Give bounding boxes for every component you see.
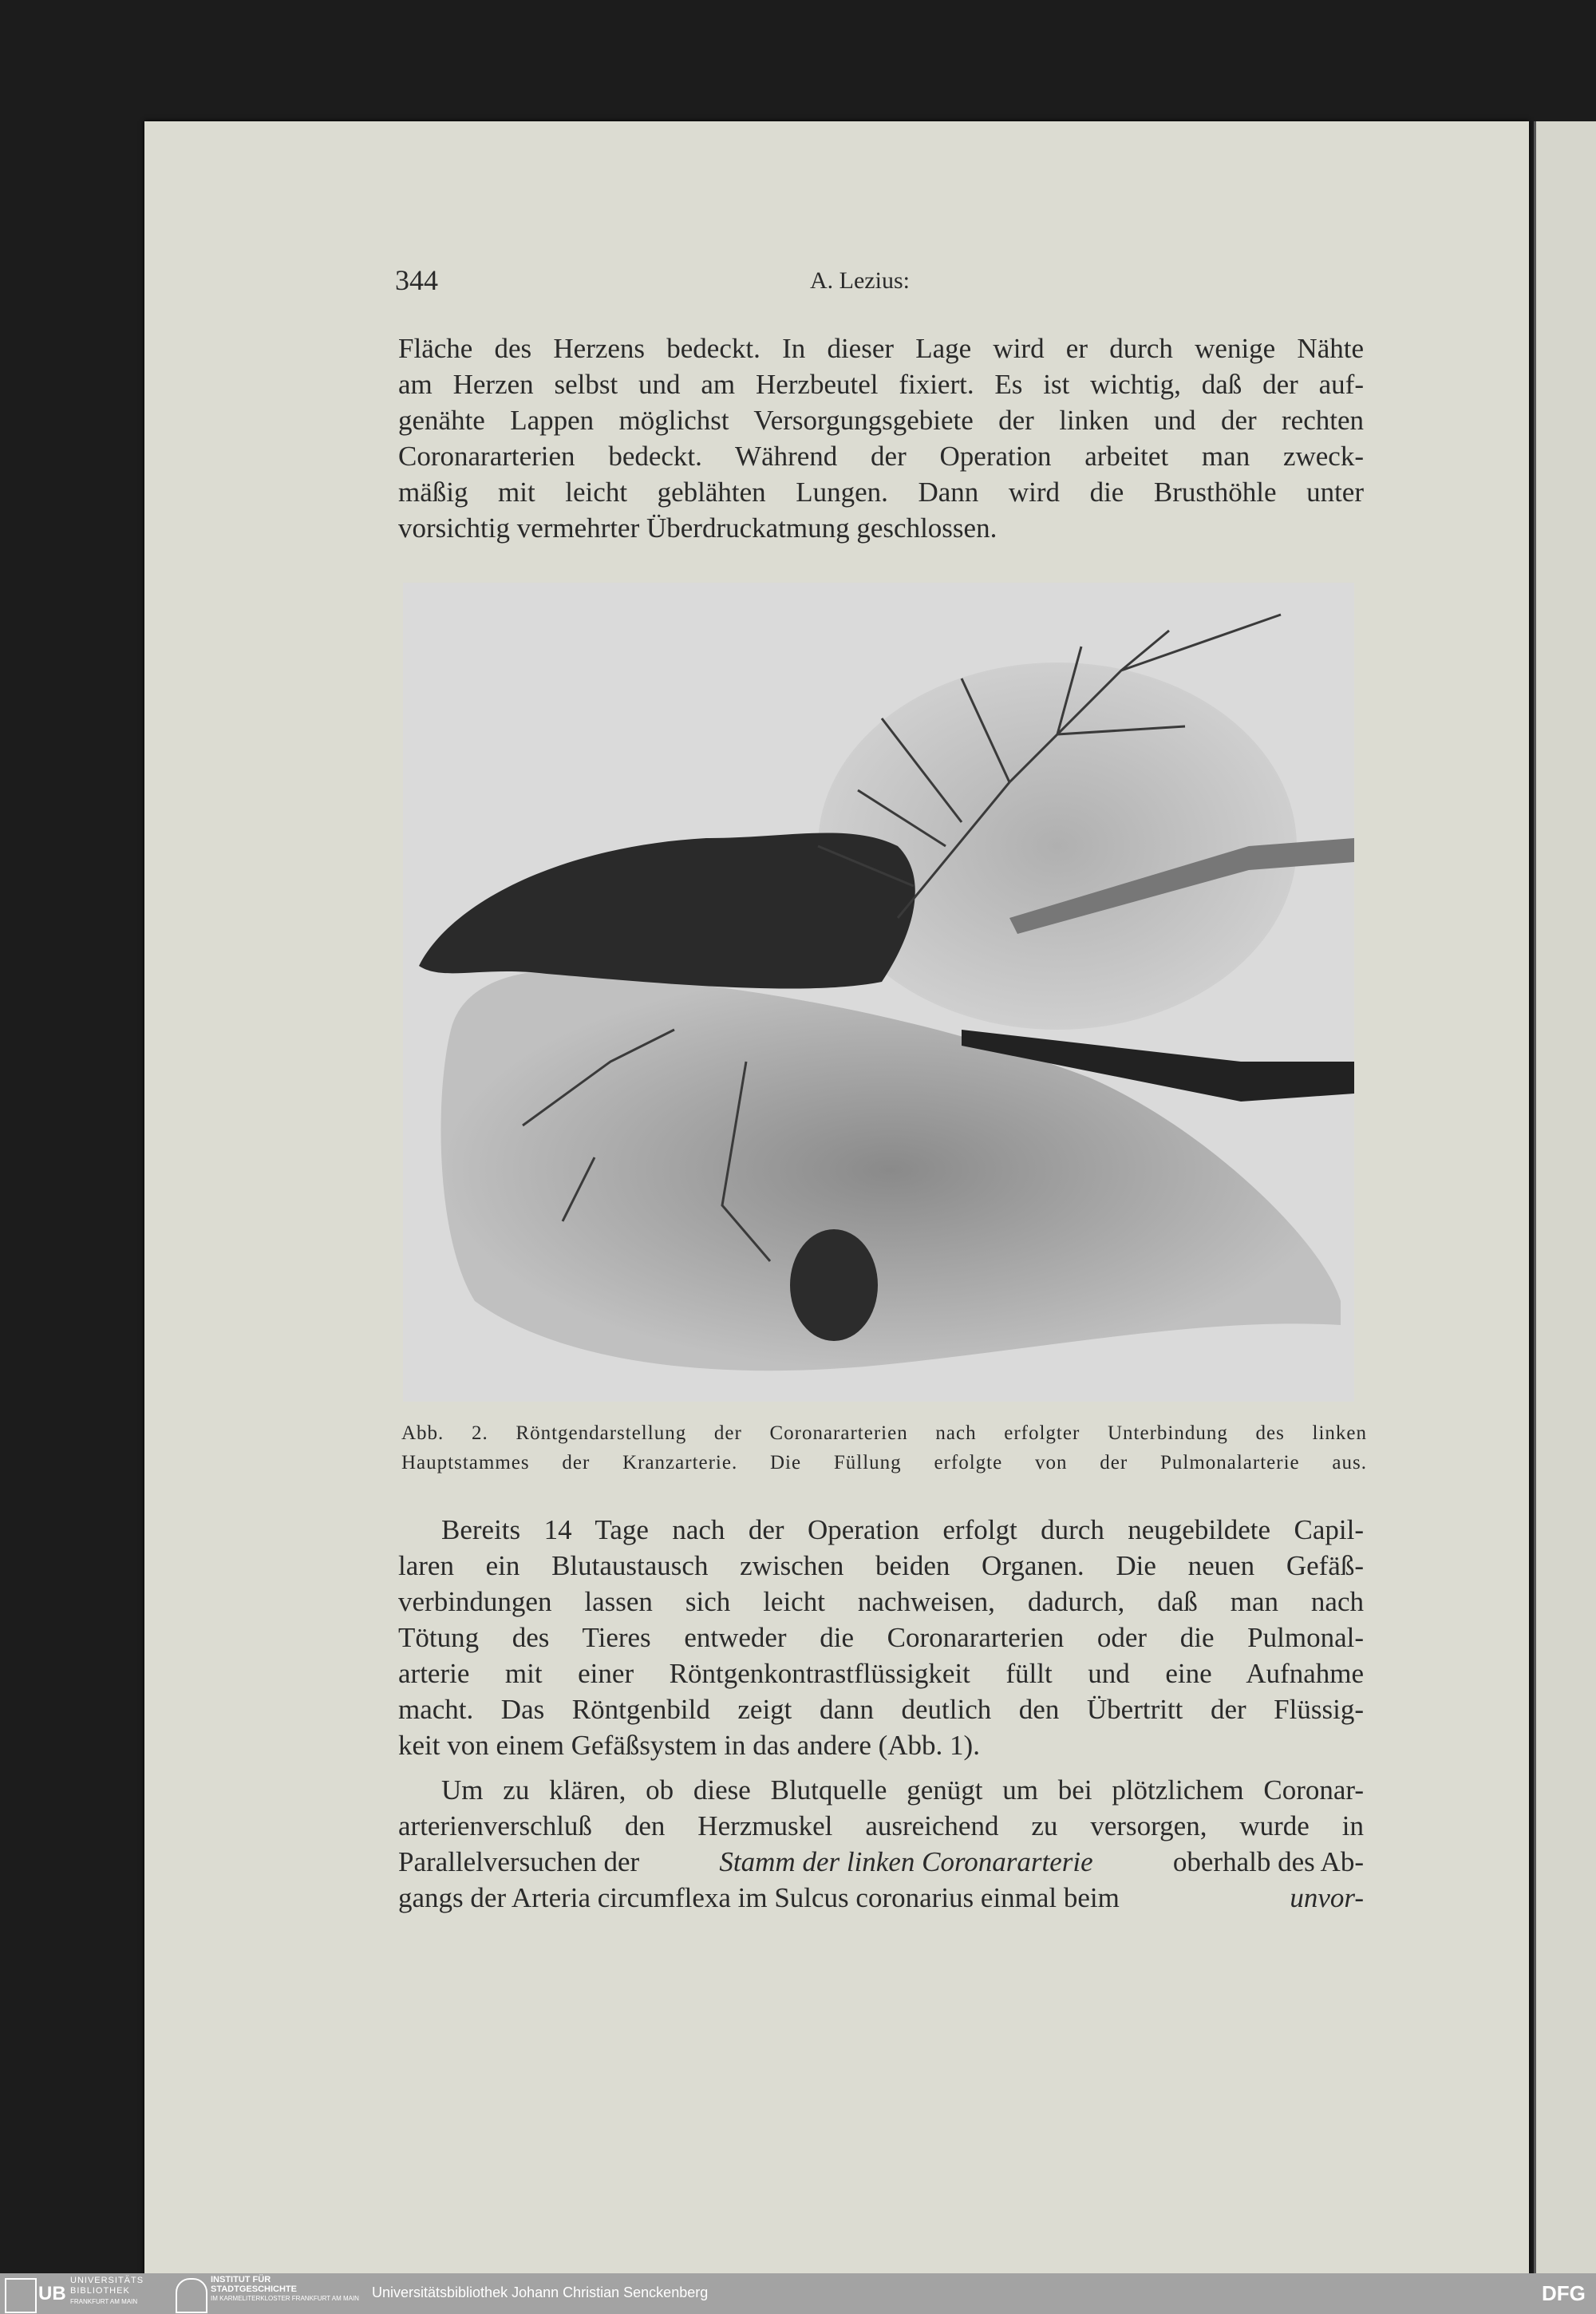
text-line: keit von einem Gefäßsystem in das andere (Abb. 1). <box>398 1730 980 1761</box>
text-line: verbindungen lassen sich leicht nachweisen, dadurch, daß man nach <box>398 1586 1364 1617</box>
dfg-logo: DFG <box>1542 2281 1586 2305</box>
text-line: Tötung des Tieres entweder die Coronararterien oder die Pulmonal- <box>398 1622 1364 1653</box>
text-line: arterie mit einer Röntgenkontrastflüssigkeit füllt und eine Aufnahme <box>398 1658 1364 1689</box>
ub-logo-sub: FRANKFURT AM MAIN <box>70 2298 138 2305</box>
text-line: genähte Lappen möglichst Versorgungsgebiete der linken und der rechten <box>398 405 1364 436</box>
text-line: vorsichtig vermehrter Überdruckatmung geschlossen. <box>398 512 998 544</box>
ub-logo-block <box>70 2276 160 2306</box>
isg-logo-block <box>211 2275 362 2302</box>
xray-figure <box>403 583 1354 1402</box>
text-line: macht. Das Röntgenbild zeigt dann deutlich den Übertritt der Flüssig- <box>398 1694 1364 1725</box>
italic-text: Stamm der linken Coronararterie <box>719 1846 1093 1877</box>
italic-text: unvor- <box>1290 1882 1364 1913</box>
text-line <box>398 1880 1364 1916</box>
running-title: A. Lezius: <box>810 267 910 294</box>
text-line: Coronararterien bedeckt. Während der Operation arbeitet man zweck- <box>398 441 1364 472</box>
text-line <box>398 1844 1364 1880</box>
library-name: Universitätsbibliothek Johann Christian Senckenberg <box>372 2284 709 2300</box>
text-line: laren ein Blutaustausch zwischen beiden Organen. Die neuen Gefäß- <box>398 1550 1364 1581</box>
ub-logo-icon <box>5 2278 37 2313</box>
figure-caption-line: Abb. 2. Röntgendarstellung der Coronararterien nach erfolgter Unterbindung des linken <box>401 1422 1367 1444</box>
page-number: 344 <box>395 264 438 296</box>
text: oberhalb des Ab- <box>1172 1846 1364 1877</box>
ub-logo-text: UB <box>38 2283 66 2304</box>
figure-caption-line: Hauptstammes der Kranzarterie. Die Füllung erfolgte von der Pulmonalarterie aus. <box>401 1452 1367 1473</box>
text: gangs der Arteria circumflexa im Sulcus coronarius einmal beim <box>398 1882 1120 1913</box>
text-line: am Herzen selbst und am Herzbeutel fixiert. Es ist wichtig, daß der auf- <box>398 369 1364 400</box>
isg-logo-title: INSTITUT FÜR STADTGESCHICHTE <box>211 2275 297 2294</box>
text-line: mäßig mit leicht geblähten Lungen. Dann wird die Brusthöhle unter <box>398 477 1364 508</box>
text-line: Um zu klären, ob diese Blutquelle genügt um bei plötzlichem Coronar- <box>441 1774 1364 1806</box>
ub-logo-name: UNIVERSITÄTS BIBLIOTHEK <box>70 2276 144 2296</box>
text: Parallelversuchen der <box>398 1846 640 1877</box>
footer-bar <box>0 2273 1596 2314</box>
isg-logo-sub: IM KARMELITERKLOSTER FRANKFURT AM MAIN <box>211 2295 359 2302</box>
text-line: Fläche des Herzens bedeckt. In dieser Lage wird er durch wenige Nähte <box>398 333 1364 364</box>
next-page-edge <box>1534 121 1596 2273</box>
isg-logo-icon <box>176 2278 207 2313</box>
text-line: arterienverschluß den Herzmuskel ausreichend zu versorgen, wurde in <box>398 1810 1364 1841</box>
text-line: Bereits 14 Tage nach der Operation erfolgt durch neugebildete Capil- <box>441 1514 1364 1545</box>
